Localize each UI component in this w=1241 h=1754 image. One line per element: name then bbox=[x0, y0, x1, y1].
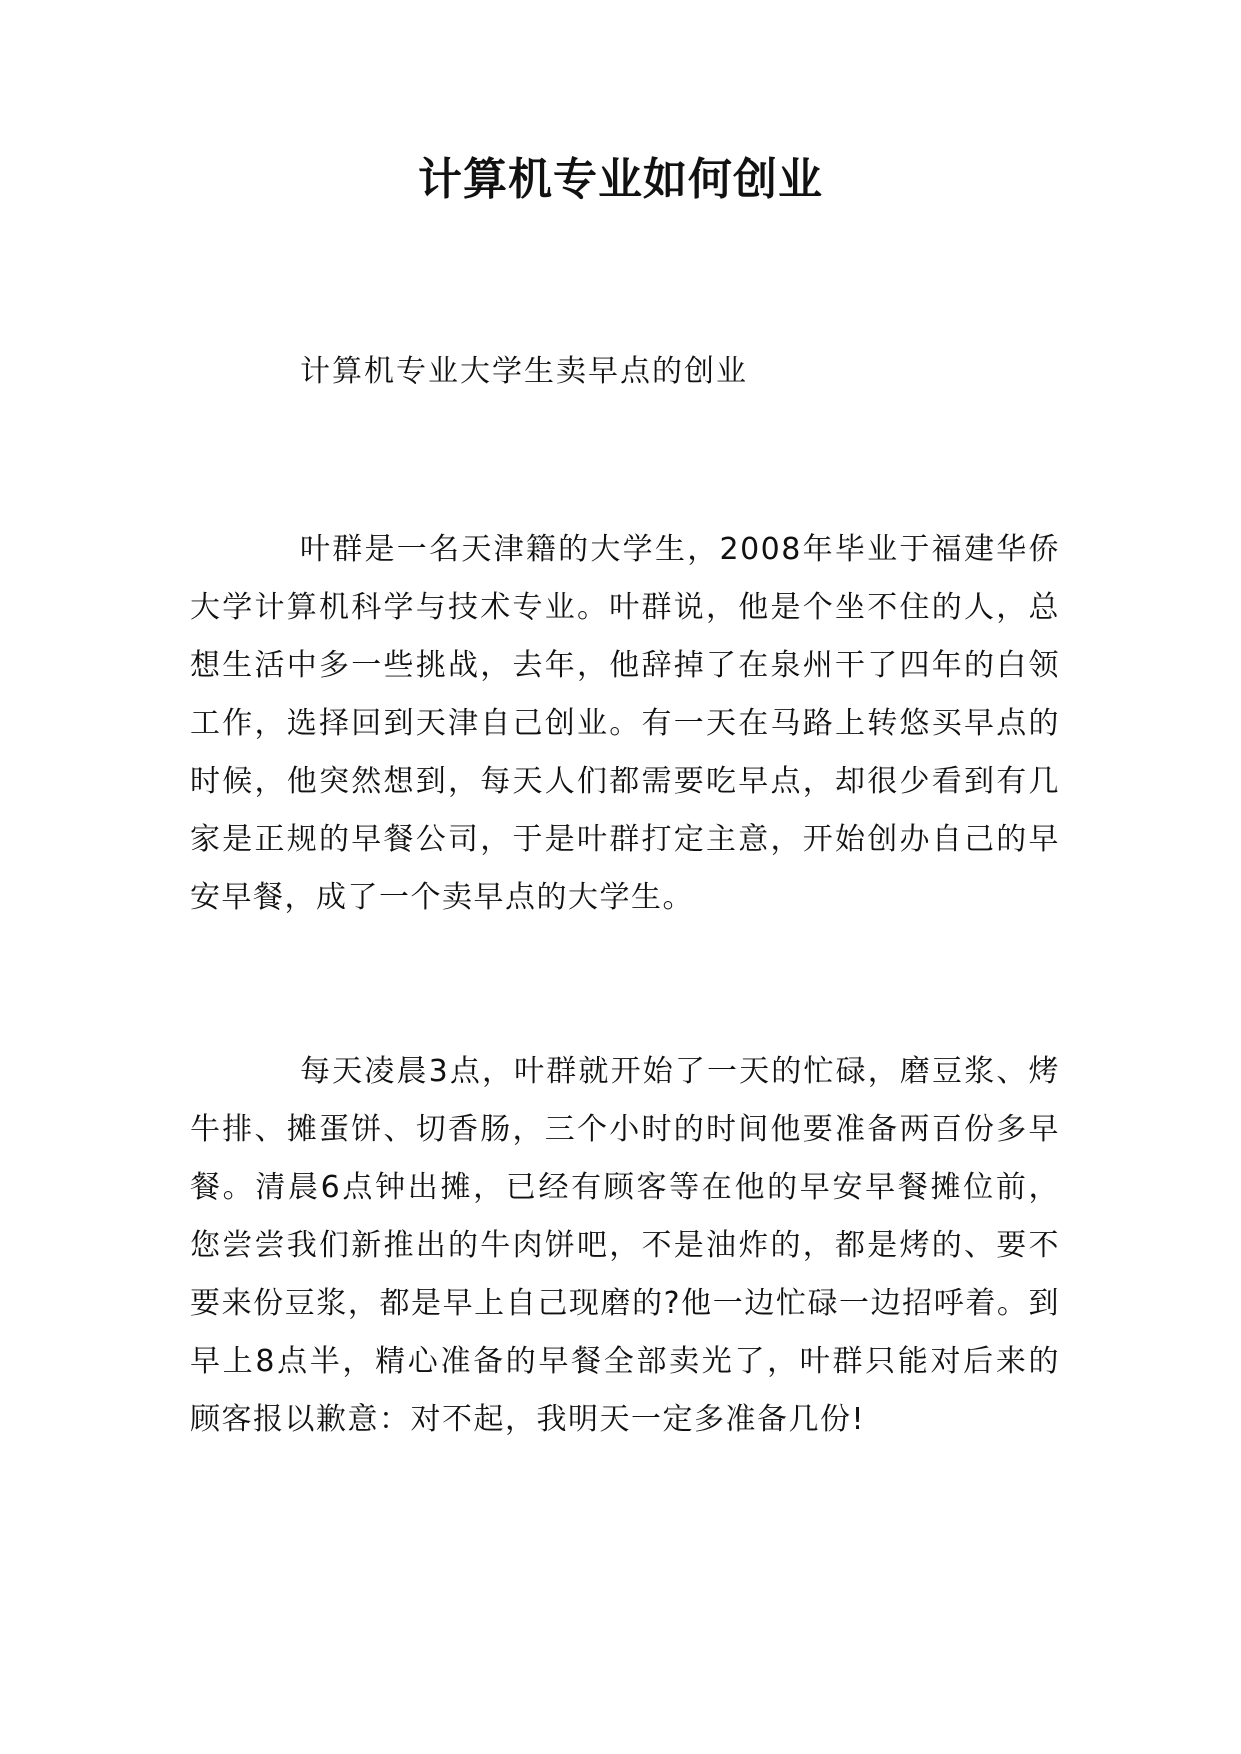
body-paragraph-2: 每天凌晨3点，叶群就开始了一天的忙碌，磨豆浆、烤牛排、摊蛋饼、切香肠，三个小时的时间他要准备两百份多早餐。清晨6点钟出摊，已经有顾客等在他的早安早餐摊位前，您尝尝我们新推出的牛肉饼吧，不是油炸的，都是烤的、要不要来份豆浆，都是早上自己现磨的?他一边忙碌一边招呼着。到早上8点半，精心准备的早餐全部卖光了，叶群只能对后来的顾客报以歉意：对不起，我明天一定多准备几份! bbox=[190, 1054, 1060, 1437]
body-paragraph-1: 叶群是一名天津籍的大学生，2008年毕业于福建华侨大学计算机科学与技术专业。叶群说，他是个坐不住的人，总想生活中多一些挑战，去年，他辞掉了在泉州干了四年的白领工作，选择回到天津自己创业。有一天在马路上转悠买早点的时候，他突然想到，每天人们都需要吃早点，却很少看到有几家是正规的早餐公司，于是叶群打定主意，开始创办自己的早安早餐，成了一个卖早点的大学生。 bbox=[190, 532, 1060, 915]
subtitle: 计算机专业大学生卖早点的创业 bbox=[300, 354, 748, 389]
page-title: 计算机专业如何创业 bbox=[418, 154, 823, 205]
